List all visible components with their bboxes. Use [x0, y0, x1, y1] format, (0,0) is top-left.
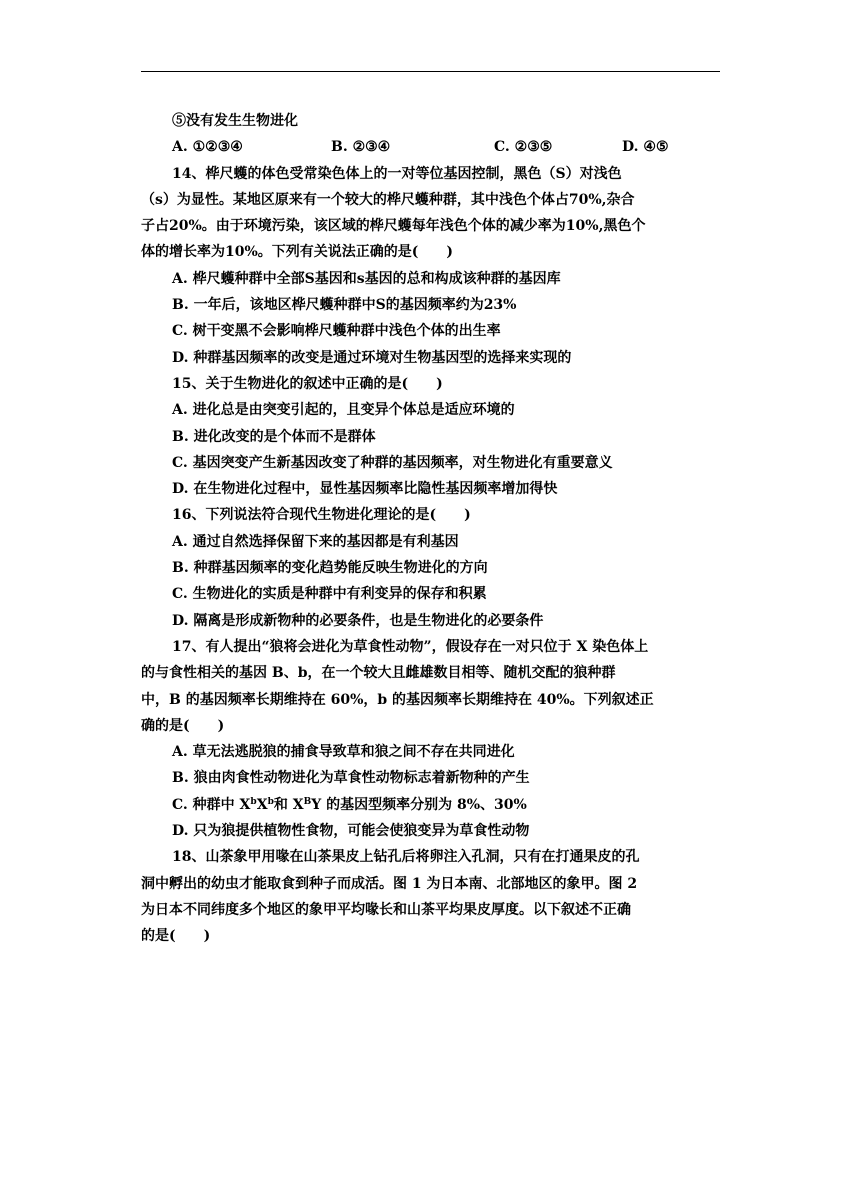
q16-option-c: C. 生物进化的实质是种群中有利变异的保存和积累: [172, 586, 487, 603]
prev-option-a: A. ①②③④: [172, 139, 243, 156]
q15-option-c: C. 基因突变产生新基因改变了种群的基因频率，对生物进化有重要意义: [172, 454, 613, 471]
q16-option-a: A. 通过自然选择保留下来的基因都是有利基因: [172, 533, 459, 550]
q15-option-a: A. 进化总是由突变引起的，且变异个体总是适应环境的: [172, 402, 515, 419]
q17-option-a: A. 草无法逃脱狼的捕食导致草和狼之间不存在共同进化: [172, 744, 515, 761]
q18-stem-line-2: 洞中孵出的幼虫才能取食到种子而成活。图 1 为日本南、北部地区的象甲。图 2: [141, 875, 638, 892]
q15-option-d: D. 在生物进化过程中，显性基因频率比隐性基因频率增加得快: [172, 481, 558, 498]
q14-stem-line-4: 体的增长率为10%。下列有关说法正确的是( ): [141, 244, 454, 261]
q14-option-a: A. 桦尺蠖种群中全部S基因和s基因的总和构成该种群的基因库: [172, 270, 561, 287]
prev-option-b: B. ②③④: [331, 139, 391, 156]
q18-stem-line-1: 18、山茶象甲用喙在山茶果皮上钻孔后将卵注入孔洞，只有在打通果皮的孔: [172, 849, 640, 866]
q18-stem-line-4: 的是( ): [141, 928, 211, 945]
q17-option-c-prefix: C. 种群中 X: [172, 796, 251, 813]
prev-option-c: C. ②③⑤: [494, 139, 553, 156]
q17-option-b: B. 狼由肉食性动物进化为草食性动物标志着新物种的产生: [172, 770, 530, 787]
superscript-b-1: b: [250, 796, 257, 807]
q16-option-b: B. 种群基因频率的变化趋势能反映生物进化的方向: [172, 560, 488, 577]
q17-stem-line-1: 17、有人提出“狼将会进化为草食性动物”，假设存在一对只位于 X 染色体上: [172, 638, 649, 655]
q14-stem-line-3: 子占20%。由于环境污染，该区域的桦尺蠖每年浅色个体的减少率为10%,黑色个: [141, 218, 646, 235]
prev-item-5: ⑤没有发生生物进化: [172, 113, 298, 129]
prev-options: [141, 134, 720, 160]
q17-option-c-mid-1: X: [256, 796, 268, 813]
q17-option-c-mid-2: 和 X: [273, 796, 304, 813]
q15-option-b: B. 进化改变的是个体而不是群体: [172, 428, 376, 445]
q18-stem-line-3: 为日本不同纬度多个地区的象甲平均喙长和山茶平均果皮厚度。以下叙述不正确: [141, 901, 631, 918]
prev-option-d: D. ④⑤: [622, 139, 669, 156]
header-rule: [141, 71, 720, 72]
document-page: [141, 108, 720, 950]
q15-stem: 15、关于生物进化的叙述中正确的是( ): [172, 375, 443, 392]
q17-option-d: D. 只为狼提供植物性食物，可能会使狼变异为草食性动物: [172, 823, 530, 840]
q14-stem-line-2: （s）为显性。某地区原来有一个较大的桦尺蠖种群，其中浅色个体占70%,杂合: [141, 191, 635, 208]
q14-option-d: D. 种群基因频率的改变是通过环境对生物基因型的选择来实现的: [172, 349, 572, 366]
q14-option-c: C. 树干变黑不会影响桦尺蠖种群中浅色个体的出生率: [172, 323, 501, 340]
q17-stem-line-4: 确的是( ): [141, 717, 225, 734]
q14-option-b: B. 一年后，该地区桦尺蠖种群中S的基因频率约为23%: [172, 297, 517, 314]
q14-stem-line-1: 14、桦尺蠖的体色受常染色体上的一对等位基因控制，黑色（S）对浅色: [172, 165, 622, 182]
superscript-b-2: b: [267, 796, 274, 807]
q17-stem-line-3: 中，B 的基因频率长期维持在 60%，b 的基因频率长期维持在 40%。下列叙述正: [141, 691, 654, 708]
superscript-B: B: [303, 796, 312, 807]
q17-stem-line-2: 的与食性相关的基因 B、b，在一个较大且雌雄数目相等、随机交配的狼种群: [141, 665, 616, 682]
q16-option-d: D. 隔离是形成新物种的必要条件，也是生物进化的必要条件: [172, 612, 544, 629]
q17-option-c-suffix: Y 的基因型频率分别为 8%、30%: [311, 796, 527, 813]
q16-stem: 16、下列说法符合现代生物进化理论的是( ): [172, 507, 471, 524]
q17-option-c: [141, 792, 720, 818]
